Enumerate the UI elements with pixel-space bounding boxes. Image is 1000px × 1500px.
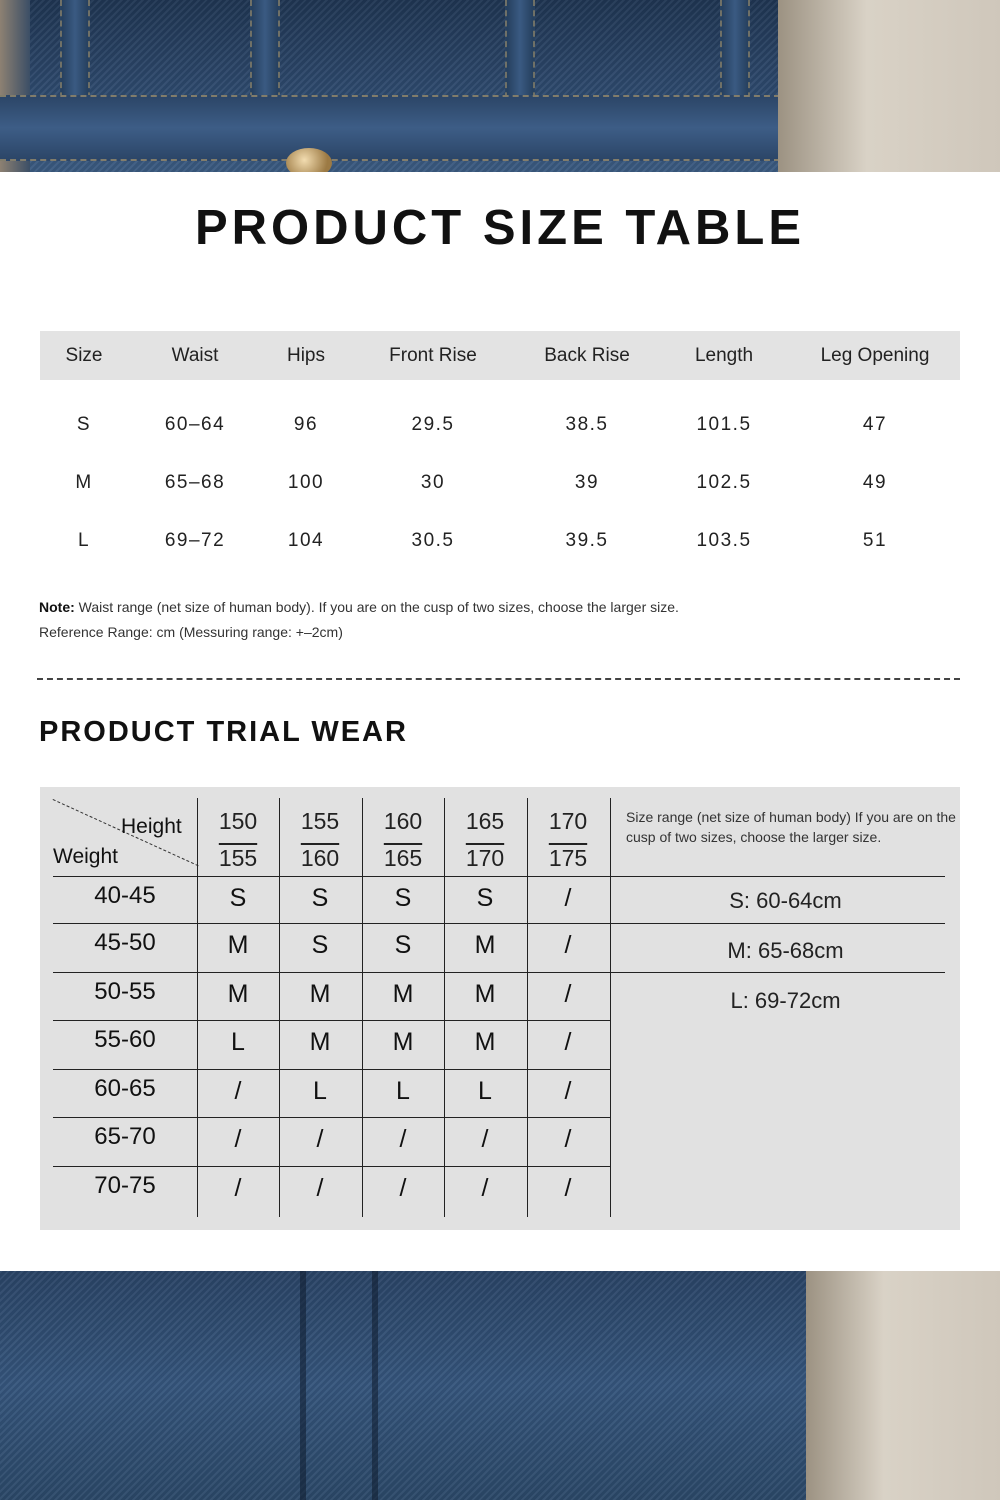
size-cell: / <box>564 1174 572 1202</box>
table-cell: 102.5 <box>696 472 752 493</box>
size-cell: / <box>316 1174 324 1202</box>
size-note <box>39 595 679 645</box>
grid-horizontal-line <box>53 923 945 924</box>
table-row <box>40 454 960 512</box>
table-cell: S <box>76 414 92 435</box>
note-label: Note: <box>39 599 75 615</box>
height-header <box>527 803 609 877</box>
size-cell: M <box>474 980 496 1008</box>
size-cell: / <box>316 1125 324 1153</box>
height-value: 165 <box>465 808 505 834</box>
size-cell: / <box>399 1125 407 1153</box>
table-cell: L <box>77 530 91 551</box>
header-back-rise: Back Rise <box>516 331 658 380</box>
table-cell: 103.5 <box>696 530 752 551</box>
reference-range: Reference Range: cm (Messuring range: +–2cm) <box>39 624 343 640</box>
weight-label: 55-60 <box>94 1026 156 1053</box>
page-title: PRODUCT SIZE TABLE <box>194 201 806 255</box>
size-cell: S <box>394 884 412 912</box>
jeans-button <box>286 148 332 172</box>
header-leg-opening: Leg Opening <box>790 331 960 380</box>
size-cell: L <box>231 1028 245 1056</box>
table-cell: 96 <box>293 414 319 435</box>
size-cell: M <box>227 980 249 1008</box>
grid-horizontal-line <box>53 1069 610 1070</box>
height-value: 170 <box>465 845 505 871</box>
size-cell: M <box>309 1028 331 1056</box>
size-cell: / <box>234 1077 242 1105</box>
grid-horizontal-line <box>53 1020 610 1021</box>
range-l: L: 69-72cm <box>730 988 841 1013</box>
height-value: 175 <box>548 845 588 871</box>
size-cell: / <box>564 931 572 959</box>
note-text: Waist range (net size of human body). If you are on the cusp of two sizes, choose the larger size. <box>74 599 679 615</box>
size-cell: S <box>476 884 494 912</box>
height-value: 150 <box>218 808 258 834</box>
table-cell: 104 <box>287 530 325 551</box>
grid-horizontal-line <box>53 972 945 973</box>
table-cell: 38.5 <box>565 414 609 435</box>
size-cell: / <box>234 1125 242 1153</box>
trial-wear-table <box>40 787 960 1230</box>
grid-horizontal-line <box>53 1166 610 1167</box>
size-cell: / <box>564 1028 572 1056</box>
grid-horizontal-line <box>53 1117 610 1118</box>
height-header <box>362 803 444 877</box>
size-cell: / <box>564 1077 572 1105</box>
size-cell: / <box>564 1125 572 1153</box>
size-cell: S <box>394 931 412 959</box>
height-value: 155 <box>300 808 340 834</box>
weight-label: 50-55 <box>94 978 156 1005</box>
height-value: 155 <box>218 845 258 871</box>
table-cell: M <box>75 472 93 493</box>
size-cell: L <box>478 1077 492 1105</box>
size-cell: M <box>474 931 496 959</box>
range-m: M: 65-68cm <box>727 938 844 963</box>
header-length: Length <box>658 331 790 380</box>
table-cell: 51 <box>862 530 888 551</box>
size-cell: S <box>229 884 247 912</box>
height-value: 170 <box>548 808 588 834</box>
table-cell: 69–72 <box>164 530 226 551</box>
header-front-rise: Front Rise <box>350 331 516 380</box>
size-cell: M <box>474 1028 496 1056</box>
size-cell: M <box>392 980 414 1008</box>
height-value: 165 <box>383 845 423 871</box>
height-header <box>197 803 279 877</box>
table-cell: 29.5 <box>411 414 455 435</box>
size-cell: / <box>564 884 572 912</box>
size-cell: M <box>227 931 249 959</box>
height-header <box>444 803 526 877</box>
size-cell: M <box>392 1028 414 1056</box>
size-table <box>40 331 960 570</box>
denim-photo-top <box>0 0 1000 172</box>
weight-label: 40-45 <box>94 882 156 909</box>
table-cell: 30 <box>420 472 446 493</box>
denim-photo-bottom <box>0 1271 1000 1500</box>
size-cell: S <box>311 931 329 959</box>
table-cell: 100 <box>287 472 325 493</box>
size-table-header-row <box>40 331 960 380</box>
size-cell: S <box>311 884 329 912</box>
height-value: 160 <box>300 845 340 871</box>
size-cell: / <box>234 1174 242 1202</box>
corner-weight-label: Weight <box>53 845 118 868</box>
section-divider <box>37 678 960 680</box>
table-cell: 49 <box>862 472 888 493</box>
weight-label: 60-65 <box>94 1075 156 1102</box>
range-s: S: 60-64cm <box>729 888 842 913</box>
header-waist: Waist <box>128 331 262 380</box>
size-cell: M <box>309 980 331 1008</box>
size-cell: L <box>313 1077 327 1105</box>
size-range-note: Size range (net size of human body) If you are on the cusp of two sizes, choose the larger size. <box>626 809 956 845</box>
weight-label: 45-50 <box>94 929 156 956</box>
size-cell: / <box>564 980 572 1008</box>
table-cell: 65–68 <box>164 472 226 493</box>
table-cell: 39 <box>574 472 600 493</box>
table-cell: 39.5 <box>565 530 609 551</box>
header-hips: Hips <box>262 331 350 380</box>
corner-height-label: Height <box>121 815 182 838</box>
height-header <box>279 803 361 877</box>
weight-label: 70-75 <box>94 1172 156 1199</box>
table-cell: 30.5 <box>411 530 455 551</box>
table-row <box>40 512 960 570</box>
table-row <box>40 396 960 454</box>
table-cell: 60–64 <box>164 414 226 435</box>
trial-wear-title: PRODUCT TRIAL WEAR <box>39 716 408 748</box>
size-cell: / <box>481 1174 489 1202</box>
size-cell: / <box>481 1125 489 1153</box>
grid-vertical-line <box>610 798 611 1217</box>
header-size: Size <box>40 331 128 380</box>
table-cell: 47 <box>862 414 888 435</box>
height-value: 160 <box>383 808 423 834</box>
size-cell: / <box>399 1174 407 1202</box>
table-cell: 101.5 <box>696 414 752 435</box>
weight-label: 65-70 <box>94 1123 156 1150</box>
size-cell: L <box>396 1077 410 1105</box>
